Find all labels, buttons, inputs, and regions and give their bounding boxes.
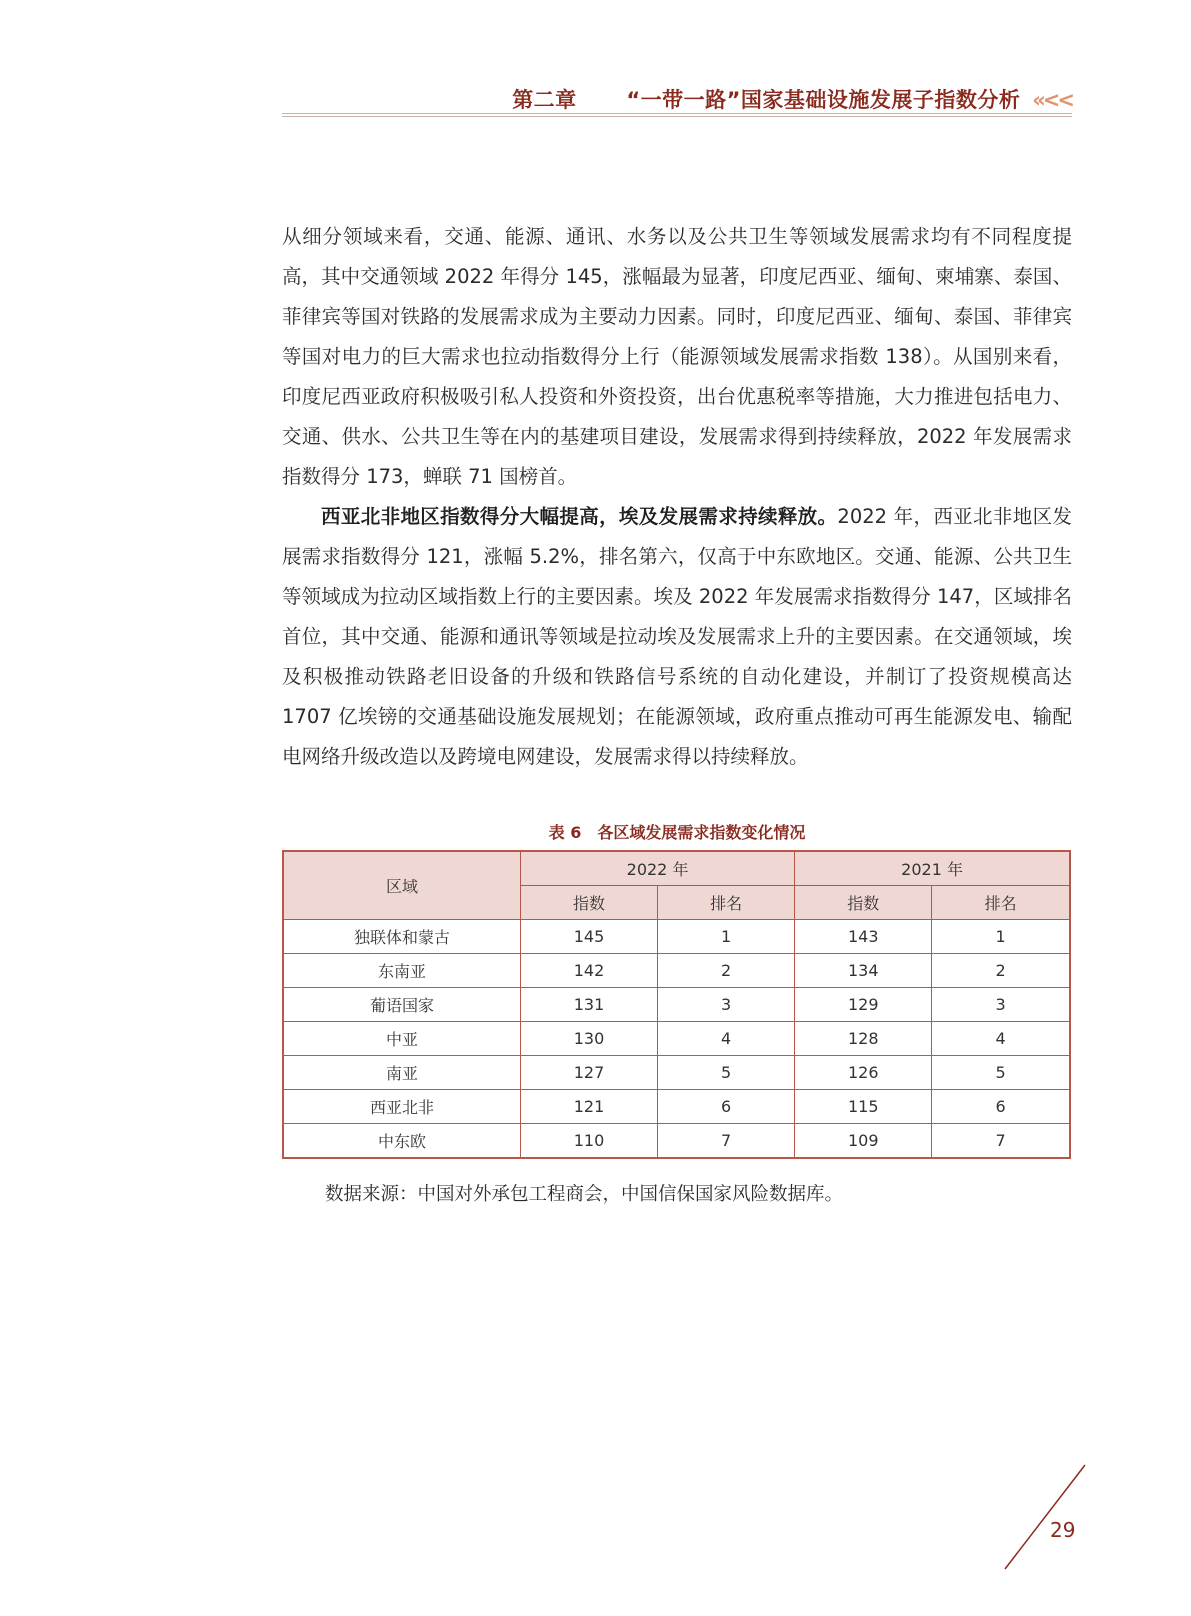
header-rank-2021: 排名 — [932, 886, 1070, 920]
region-cell: 西亚北非 — [283, 1090, 520, 1124]
index-2022-cell: 110 — [520, 1124, 657, 1159]
header-year-2021: 2021 年 — [795, 851, 1070, 886]
rank-2022-cell: 1 — [658, 920, 795, 954]
data-source-note: 数据来源：中国对外承包工程商会，中国信保国家风险数据库。 — [325, 1184, 844, 1205]
chapter-label: 第二章 — [512, 88, 577, 112]
paragraph-1: 从细分领域来看，交通、能源、通讯、水务以及公共卫生等领域发展需求均有不同程度提高，其中交通领域 2022 年得分 145，涨幅最为显著，印度尼西亚、缅甸、柬埔寨、泰国、菲律宾等国对铁路的发展需求成为主要动力因素。同时，印度尼西亚、缅甸、泰国、菲律宾等国对电力的巨大需求也拉动指数得分上行（能源领域发展需求指数 138）。从国别来看，印度尼西亚政府积极吸引私人投资和外资投资，出台优惠税率等措施，大力推进包括电力、交通、供水、公共卫生等在内的基建项目建设，发展需求得到持续释放，2022 年发展需求指数得分 173，蝉联 71 国榜首。 — [282, 225, 1072, 488]
paragraph-2-lead: 西亚北非地区指数得分大幅提高，埃及发展需求持续释放。 — [321, 505, 838, 528]
table-caption: 表 6 各区域发展需求指数变化情况 — [548, 823, 806, 842]
table-row — [283, 954, 1070, 988]
index-2021-cell: 109 — [795, 1124, 932, 1159]
rank-2021-cell: 2 — [932, 954, 1070, 988]
header-rule — [282, 113, 1072, 117]
rank-2021-cell: 1 — [932, 920, 1070, 954]
rank-2022-cell: 3 — [658, 988, 795, 1022]
header-year-2022: 2022 年 — [520, 851, 794, 886]
table-row — [283, 1124, 1070, 1159]
index-2022-cell: 131 — [520, 988, 657, 1022]
rank-2022-cell: 6 — [658, 1090, 795, 1124]
index-2021-cell: 115 — [795, 1090, 932, 1124]
table-row — [283, 988, 1070, 1022]
index-2021-cell: 129 — [795, 988, 932, 1022]
header-index-2021: 指数 — [795, 886, 932, 920]
body-text — [282, 217, 1072, 777]
index-2022-cell: 145 — [520, 920, 657, 954]
table-row — [283, 1022, 1070, 1056]
index-2021-cell: 134 — [795, 954, 932, 988]
page-corner-slash — [1000, 1462, 1090, 1572]
index-2021-cell: 143 — [795, 920, 932, 954]
header-region: 区域 — [283, 851, 520, 920]
chapter-title: “一带一路”国家基础设施发展子指数分析 — [626, 88, 1021, 112]
region-cell: 南亚 — [283, 1056, 520, 1090]
rank-2021-cell: 7 — [932, 1124, 1070, 1159]
rank-2022-cell: 7 — [658, 1124, 795, 1159]
rank-2021-cell: 3 — [932, 988, 1070, 1022]
index-2022-cell: 130 — [520, 1022, 657, 1056]
running-header — [282, 84, 1072, 114]
table-row — [283, 920, 1070, 954]
rank-2022-cell: 4 — [658, 1022, 795, 1056]
rank-2022-cell: 5 — [658, 1056, 795, 1090]
chevron-decoration: «<< — [1032, 88, 1072, 112]
region-cell: 独联体和蒙古 — [283, 920, 520, 954]
paragraph-2 — [282, 497, 1072, 777]
region-cell: 中亚 — [283, 1022, 520, 1056]
table-row — [283, 1056, 1070, 1090]
index-2022-cell: 121 — [520, 1090, 657, 1124]
index-2021-cell: 126 — [795, 1056, 932, 1090]
header-rank-2022: 排名 — [658, 886, 795, 920]
demand-index-table — [282, 850, 1071, 1159]
table-row — [283, 1090, 1070, 1124]
header-index-2022: 指数 — [520, 886, 657, 920]
index-2022-cell: 142 — [520, 954, 657, 988]
rank-2021-cell: 4 — [932, 1022, 1070, 1056]
paragraph-2-body: 2022 年，西亚北非地区发展需求指数得分 121，涨幅 5.2%，排名第六，仅高于中东欧地区。交通、能源、公共卫生等领域成为拉动区域指数上行的主要因素。埃及 2022 年发展需求指数得分 147，区域排名首位，其中交通、能源和通讯等领域是拉动埃及发展需求上升的主要因素。在交通领域，埃及积极推动铁路老旧设备的升级和铁路信号系统的自动化建设，并制订了投资规模高达 1707 亿埃镑的交通基础设施发展规划；在能源领域，政府重点推动可再生能源发电、输配电网络升级改造以及跨境电网建设，发展需求得以持续释放。 — [282, 505, 1072, 768]
rank-2021-cell: 5 — [932, 1056, 1070, 1090]
region-cell: 葡语国家 — [283, 988, 520, 1022]
rank-2021-cell: 6 — [932, 1090, 1070, 1124]
region-cell: 中东欧 — [283, 1124, 520, 1159]
region-cell: 东南亚 — [283, 954, 520, 988]
rank-2022-cell: 2 — [658, 954, 795, 988]
index-2022-cell: 127 — [520, 1056, 657, 1090]
page-number: 29 — [1050, 1518, 1076, 1542]
index-2021-cell: 128 — [795, 1022, 932, 1056]
